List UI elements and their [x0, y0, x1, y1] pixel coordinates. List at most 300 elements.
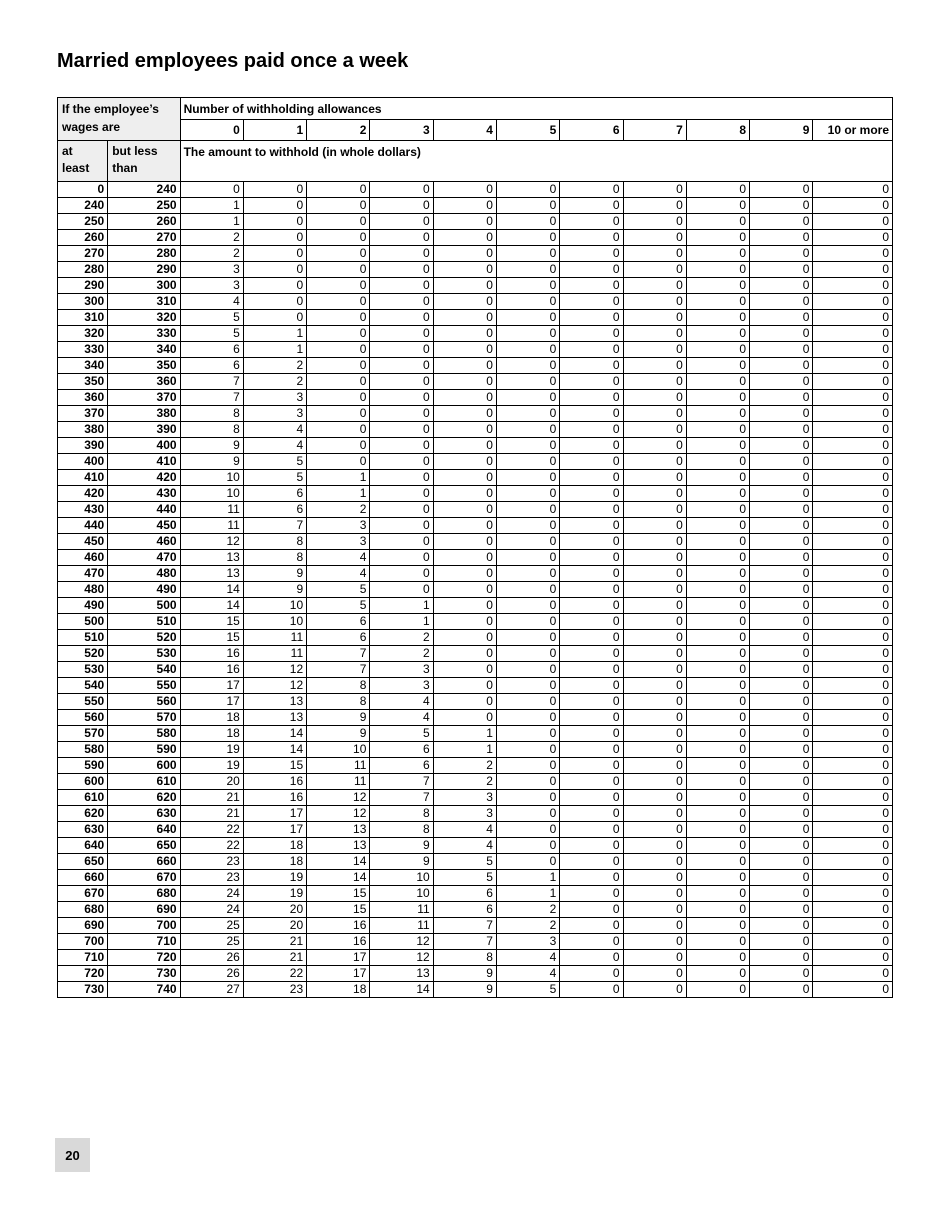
withholding-amount-cell: 0: [560, 454, 623, 470]
withholding-amount-cell: 18: [243, 854, 306, 870]
withholding-amount-cell: 0: [560, 422, 623, 438]
withholding-amount-cell: 0: [623, 774, 686, 790]
but-less-than-cell: 550: [108, 678, 180, 694]
at-least-cell: 270: [58, 246, 108, 262]
withholding-amount-cell: 0: [496, 182, 559, 198]
withholding-amount-cell: 3: [180, 262, 243, 278]
allowance-column-header: 6: [560, 120, 623, 141]
withholding-amount-cell: 0: [496, 678, 559, 694]
table-row: [58, 886, 893, 902]
withholding-amount-cell: 0: [686, 470, 749, 486]
withholding-amount-cell: 0: [496, 518, 559, 534]
but-less-than-cell: 340: [108, 342, 180, 358]
withholding-amount-cell: 2: [370, 646, 433, 662]
withholding-amount-cell: 0: [813, 790, 893, 806]
withholding-amount-cell: 6: [370, 742, 433, 758]
withholding-amount-cell: 0: [496, 774, 559, 790]
but-less-than-cell: 470: [108, 550, 180, 566]
table-row: [58, 454, 893, 470]
withholding-amount-cell: 0: [623, 214, 686, 230]
withholding-amount-cell: 0: [686, 182, 749, 198]
withholding-amount-cell: 0: [560, 806, 623, 822]
withholding-amount-cell: 2: [180, 246, 243, 262]
but-less-than-cell: 440: [108, 502, 180, 518]
but-less-than-cell: 280: [108, 246, 180, 262]
withholding-amount-cell: 17: [307, 950, 370, 966]
withholding-amount-cell: 0: [813, 966, 893, 982]
table-row: [58, 230, 893, 246]
at-least-cell: 630: [58, 822, 108, 838]
withholding-amount-cell: 0: [370, 390, 433, 406]
withholding-amount-cell: 2: [496, 918, 559, 934]
but-less-than-cell: 300: [108, 278, 180, 294]
withholding-amount-cell: 0: [433, 694, 496, 710]
at-least-cell: 700: [58, 934, 108, 950]
withholding-amount-cell: 0: [750, 918, 813, 934]
withholding-amount-cell: 21: [243, 934, 306, 950]
withholding-amount-cell: 1: [496, 886, 559, 902]
withholding-table: [57, 97, 893, 998]
at-least-cell: 380: [58, 422, 108, 438]
withholding-amount-cell: 0: [813, 566, 893, 582]
at-least-cell: 500: [58, 614, 108, 630]
at-least-cell: 580: [58, 742, 108, 758]
but-less-than-cell: 590: [108, 742, 180, 758]
withholding-amount-cell: 0: [370, 246, 433, 262]
withholding-amount-cell: 0: [243, 214, 306, 230]
withholding-amount-cell: 0: [433, 262, 496, 278]
withholding-amount-cell: 0: [370, 438, 433, 454]
withholding-amount-cell: 0: [750, 854, 813, 870]
withholding-amount-cell: 0: [813, 374, 893, 390]
at-least-cell: 540: [58, 678, 108, 694]
withholding-amount-cell: 0: [370, 422, 433, 438]
withholding-amount-cell: 0: [496, 614, 559, 630]
withholding-amount-cell: 0: [370, 358, 433, 374]
withholding-amount-cell: 3: [370, 662, 433, 678]
withholding-amount-cell: 0: [813, 502, 893, 518]
withholding-amount-cell: 0: [813, 646, 893, 662]
withholding-amount-cell: 0: [750, 630, 813, 646]
but-less-than-cell: 370: [108, 390, 180, 406]
withholding-amount-cell: 0: [686, 870, 749, 886]
withholding-amount-cell: 1: [370, 598, 433, 614]
withholding-amount-cell: 0: [686, 438, 749, 454]
at-least-cell: 310: [58, 310, 108, 326]
but-less-than-cell: 390: [108, 422, 180, 438]
withholding-amount-cell: 0: [623, 918, 686, 934]
allowances-header: Number of withholding allowances: [180, 98, 892, 120]
but-less-than-cell: 720: [108, 950, 180, 966]
withholding-amount-cell: 0: [750, 262, 813, 278]
withholding-amount-cell: 2: [496, 902, 559, 918]
withholding-amount-cell: 0: [560, 982, 623, 998]
withholding-amount-cell: 0: [560, 374, 623, 390]
at-least-cell: 300: [58, 294, 108, 310]
withholding-amount-cell: 0: [686, 694, 749, 710]
withholding-amount-cell: 0: [433, 518, 496, 534]
withholding-amount-cell: 9: [243, 582, 306, 598]
withholding-amount-cell: 0: [750, 518, 813, 534]
withholding-amount-cell: 14: [243, 742, 306, 758]
withholding-amount-cell: 0: [623, 982, 686, 998]
withholding-amount-cell: 11: [370, 918, 433, 934]
at-least-cell: 410: [58, 470, 108, 486]
withholding-amount-cell: 0: [560, 358, 623, 374]
withholding-amount-cell: 0: [307, 182, 370, 198]
withholding-amount-cell: 6: [433, 902, 496, 918]
withholding-amount-cell: 0: [750, 534, 813, 550]
withholding-amount-cell: 0: [433, 406, 496, 422]
but-less-than-cell: 320: [108, 310, 180, 326]
but-less-than-cell: 560: [108, 694, 180, 710]
but-less-than-cell: 580: [108, 726, 180, 742]
withholding-amount-cell: 3: [496, 934, 559, 950]
withholding-amount-cell: 0: [813, 550, 893, 566]
withholding-amount-cell: 0: [686, 614, 749, 630]
amount-header: The amount to withhold (in whole dollars): [180, 141, 892, 182]
withholding-amount-cell: 0: [813, 198, 893, 214]
withholding-amount-cell: 9: [180, 438, 243, 454]
withholding-amount-cell: 0: [813, 982, 893, 998]
table-row: [58, 790, 893, 806]
withholding-amount-cell: 0: [750, 358, 813, 374]
but-less-than-cell: 250: [108, 198, 180, 214]
withholding-amount-cell: 0: [307, 390, 370, 406]
withholding-amount-cell: 0: [496, 230, 559, 246]
withholding-amount-cell: 0: [560, 406, 623, 422]
at-least-cell: 520: [58, 646, 108, 662]
withholding-amount-cell: 3: [433, 790, 496, 806]
withholding-amount-cell: 0: [686, 758, 749, 774]
withholding-amount-cell: 5: [370, 726, 433, 742]
withholding-amount-cell: 13: [307, 822, 370, 838]
withholding-amount-cell: 1: [370, 614, 433, 630]
withholding-amount-cell: 14: [243, 726, 306, 742]
withholding-amount-cell: 17: [243, 806, 306, 822]
withholding-amount-cell: 0: [560, 662, 623, 678]
at-least-cell: 390: [58, 438, 108, 454]
withholding-amount-cell: 0: [813, 342, 893, 358]
withholding-amount-cell: 0: [623, 790, 686, 806]
page-title: Married employees paid once a week: [57, 50, 409, 72]
withholding-amount-cell: 0: [750, 726, 813, 742]
withholding-amount-cell: 0: [560, 534, 623, 550]
withholding-amount-cell: 0: [623, 438, 686, 454]
withholding-amount-cell: 0: [370, 294, 433, 310]
but-less-than-cell: 620: [108, 790, 180, 806]
at-least-cell: 240: [58, 198, 108, 214]
withholding-amount-cell: 0: [560, 646, 623, 662]
withholding-amount-cell: 10: [370, 886, 433, 902]
withholding-amount-cell: 0: [623, 422, 686, 438]
withholding-amount-cell: 0: [560, 774, 623, 790]
withholding-amount-cell: 18: [243, 838, 306, 854]
table-row: [58, 550, 893, 566]
withholding-amount-cell: 0: [686, 406, 749, 422]
withholding-amount-cell: 0: [750, 806, 813, 822]
withholding-amount-cell: 0: [560, 934, 623, 950]
withholding-amount-cell: 0: [307, 246, 370, 262]
withholding-amount-cell: 0: [813, 470, 893, 486]
but-less-than-cell: 640: [108, 822, 180, 838]
table-row: [58, 854, 893, 870]
table-row: [58, 710, 893, 726]
withholding-amount-cell: 0: [813, 838, 893, 854]
withholding-amount-cell: 0: [496, 246, 559, 262]
withholding-amount-cell: 1: [307, 486, 370, 502]
withholding-amount-cell: 0: [243, 246, 306, 262]
withholding-amount-cell: 0: [433, 278, 496, 294]
but-less-than-cell: 400: [108, 438, 180, 454]
at-least-cell: 470: [58, 566, 108, 582]
withholding-amount-cell: 5: [180, 310, 243, 326]
withholding-amount-cell: 0: [686, 230, 749, 246]
withholding-amount-cell: 0: [750, 710, 813, 726]
withholding-amount-cell: 0: [750, 758, 813, 774]
withholding-amount-cell: 0: [623, 678, 686, 694]
withholding-amount-cell: 3: [180, 278, 243, 294]
withholding-amount-cell: 0: [750, 342, 813, 358]
but-less-than-cell: 380: [108, 406, 180, 422]
withholding-amount-cell: 8: [180, 422, 243, 438]
at-least-cell: 250: [58, 214, 108, 230]
withholding-amount-cell: 6: [180, 358, 243, 374]
table-row: [58, 470, 893, 486]
table-row: [58, 870, 893, 886]
withholding-amount-cell: 0: [686, 358, 749, 374]
withholding-amount-cell: 0: [623, 726, 686, 742]
allowance-column-header: 1: [243, 120, 306, 141]
withholding-amount-cell: 24: [180, 902, 243, 918]
withholding-amount-cell: 0: [496, 326, 559, 342]
withholding-amount-cell: 0: [686, 582, 749, 598]
withholding-amount-cell: 0: [686, 966, 749, 982]
but-less-than-cell: 240: [108, 182, 180, 198]
withholding-amount-cell: 0: [243, 278, 306, 294]
withholding-amount-cell: 0: [496, 630, 559, 646]
withholding-amount-cell: 0: [496, 422, 559, 438]
withholding-amount-cell: 0: [370, 566, 433, 582]
withholding-amount-cell: 15: [307, 886, 370, 902]
withholding-amount-cell: 0: [496, 486, 559, 502]
withholding-amount-cell: 0: [686, 662, 749, 678]
table-row: [58, 806, 893, 822]
withholding-amount-cell: 0: [307, 214, 370, 230]
withholding-amount-cell: 0: [496, 438, 559, 454]
withholding-amount-cell: 0: [370, 230, 433, 246]
withholding-amount-cell: 0: [496, 694, 559, 710]
withholding-amount-cell: 10: [180, 486, 243, 502]
withholding-amount-cell: 0: [750, 198, 813, 214]
withholding-amount-cell: 0: [496, 470, 559, 486]
but-less-than-cell: 630: [108, 806, 180, 822]
but-less-than-cell: 490: [108, 582, 180, 598]
allowance-column-header: 2: [307, 120, 370, 141]
table-row: [58, 902, 893, 918]
withholding-amount-cell: 0: [813, 422, 893, 438]
withholding-amount-cell: 5: [307, 582, 370, 598]
withholding-amount-cell: 0: [496, 598, 559, 614]
but-less-than-cell: 600: [108, 758, 180, 774]
withholding-amount-cell: 0: [623, 374, 686, 390]
at-least-cell: 0: [58, 182, 108, 198]
withholding-amount-cell: 0: [560, 710, 623, 726]
withholding-amount-cell: 7: [433, 918, 496, 934]
withholding-amount-cell: 2: [180, 230, 243, 246]
withholding-amount-cell: 0: [433, 182, 496, 198]
withholding-amount-cell: 0: [686, 262, 749, 278]
withholding-amount-cell: 0: [623, 646, 686, 662]
but-less-than-cell: 430: [108, 486, 180, 502]
withholding-amount-cell: 0: [496, 742, 559, 758]
withholding-amount-cell: 0: [560, 630, 623, 646]
withholding-amount-cell: 0: [686, 278, 749, 294]
withholding-amount-cell: 0: [750, 486, 813, 502]
withholding-amount-cell: 8: [243, 550, 306, 566]
allowance-column-header: 4: [433, 120, 496, 141]
withholding-amount-cell: 0: [560, 902, 623, 918]
table-row: [58, 966, 893, 982]
table-row: [58, 614, 893, 630]
but-less-than-cell: 700: [108, 918, 180, 934]
at-least-cell: 290: [58, 278, 108, 294]
withholding-amount-cell: 11: [307, 758, 370, 774]
withholding-amount-cell: 0: [243, 182, 306, 198]
withholding-amount-cell: 4: [180, 294, 243, 310]
withholding-amount-cell: 0: [750, 390, 813, 406]
withholding-amount-cell: 0: [750, 230, 813, 246]
at-least-cell: 670: [58, 886, 108, 902]
withholding-amount-cell: 0: [433, 310, 496, 326]
withholding-amount-cell: 0: [813, 390, 893, 406]
withholding-amount-cell: 3: [243, 390, 306, 406]
withholding-amount-cell: 0: [813, 918, 893, 934]
withholding-amount-cell: 7: [180, 390, 243, 406]
table-row: [58, 374, 893, 390]
withholding-amount-cell: 0: [750, 582, 813, 598]
withholding-amount-cell: 19: [243, 886, 306, 902]
withholding-amount-cell: 0: [623, 758, 686, 774]
withholding-amount-cell: 13: [243, 694, 306, 710]
withholding-amount-cell: 0: [813, 806, 893, 822]
at-least-cell: 350: [58, 374, 108, 390]
withholding-amount-cell: 19: [180, 742, 243, 758]
withholding-amount-cell: 5: [433, 870, 496, 886]
withholding-amount-cell: 0: [433, 438, 496, 454]
table-row: [58, 310, 893, 326]
withholding-amount-cell: 0: [750, 550, 813, 566]
withholding-amount-cell: 4: [307, 550, 370, 566]
at-least-cell: 420: [58, 486, 108, 502]
table-row: [58, 406, 893, 422]
withholding-amount-cell: 0: [813, 822, 893, 838]
withholding-amount-cell: 10: [243, 598, 306, 614]
withholding-amount-cell: 9: [433, 982, 496, 998]
withholding-amount-cell: 0: [686, 822, 749, 838]
table-row: [58, 582, 893, 598]
withholding-amount-cell: 0: [496, 822, 559, 838]
withholding-amount-cell: 0: [686, 630, 749, 646]
withholding-amount-cell: 0: [813, 886, 893, 902]
withholding-amount-cell: 0: [560, 566, 623, 582]
at-least-cell: 320: [58, 326, 108, 342]
but-less-than-cell: 660: [108, 854, 180, 870]
withholding-amount-cell: 4: [307, 566, 370, 582]
withholding-amount-cell: 0: [560, 694, 623, 710]
withholding-amount-cell: 0: [623, 502, 686, 518]
withholding-amount-cell: 0: [243, 198, 306, 214]
withholding-amount-cell: 12: [370, 950, 433, 966]
withholding-amount-cell: 23: [180, 854, 243, 870]
table-row: [58, 630, 893, 646]
withholding-amount-cell: 7: [370, 790, 433, 806]
withholding-amount-cell: 1: [307, 470, 370, 486]
withholding-amount-cell: 0: [686, 310, 749, 326]
but-less-than-cell: 570: [108, 710, 180, 726]
withholding-amount-cell: 0: [496, 390, 559, 406]
withholding-amount-cell: 17: [180, 678, 243, 694]
withholding-amount-cell: 0: [813, 246, 893, 262]
at-least-cell: 440: [58, 518, 108, 534]
at-least-cell: 650: [58, 854, 108, 870]
withholding-amount-cell: 0: [750, 982, 813, 998]
withholding-amount-cell: 0: [433, 534, 496, 550]
withholding-amount-cell: 0: [370, 198, 433, 214]
withholding-amount-cell: 0: [560, 294, 623, 310]
table-row: [58, 694, 893, 710]
table-row: [58, 918, 893, 934]
withholding-amount-cell: 8: [307, 694, 370, 710]
withholding-amount-cell: 6: [433, 886, 496, 902]
withholding-amount-cell: 0: [623, 614, 686, 630]
withholding-amount-cell: 0: [370, 326, 433, 342]
withholding-amount-cell: 22: [180, 822, 243, 838]
withholding-amount-cell: 0: [813, 662, 893, 678]
withholding-amount-cell: 0: [560, 230, 623, 246]
withholding-amount-cell: 0: [623, 550, 686, 566]
withholding-amount-cell: 2: [307, 502, 370, 518]
withholding-amount-cell: 0: [686, 390, 749, 406]
withholding-amount-cell: 0: [750, 838, 813, 854]
withholding-amount-cell: 0: [433, 470, 496, 486]
withholding-amount-cell: 0: [813, 294, 893, 310]
allowance-column-header: 3: [370, 120, 433, 141]
withholding-amount-cell: 0: [560, 262, 623, 278]
withholding-amount-cell: 0: [623, 806, 686, 822]
withholding-amount-cell: 0: [750, 214, 813, 230]
withholding-amount-cell: 16: [307, 918, 370, 934]
withholding-amount-cell: 0: [686, 854, 749, 870]
withholding-amount-cell: 0: [750, 886, 813, 902]
withholding-amount-cell: 15: [307, 902, 370, 918]
withholding-amount-cell: 0: [560, 598, 623, 614]
but-less-than-cell: 350: [108, 358, 180, 374]
withholding-amount-cell: 0: [623, 294, 686, 310]
withholding-amount-cell: 0: [623, 406, 686, 422]
withholding-amount-cell: 3: [433, 806, 496, 822]
withholding-amount-cell: 6: [307, 614, 370, 630]
table-row: [58, 678, 893, 694]
withholding-amount-cell: 0: [686, 598, 749, 614]
withholding-amount-cell: 0: [686, 342, 749, 358]
withholding-amount-cell: 0: [813, 438, 893, 454]
withholding-amount-cell: 0: [750, 310, 813, 326]
withholding-amount-cell: 25: [180, 934, 243, 950]
withholding-amount-cell: 21: [243, 950, 306, 966]
table-row: [58, 358, 893, 374]
at-least-cell: 430: [58, 502, 108, 518]
